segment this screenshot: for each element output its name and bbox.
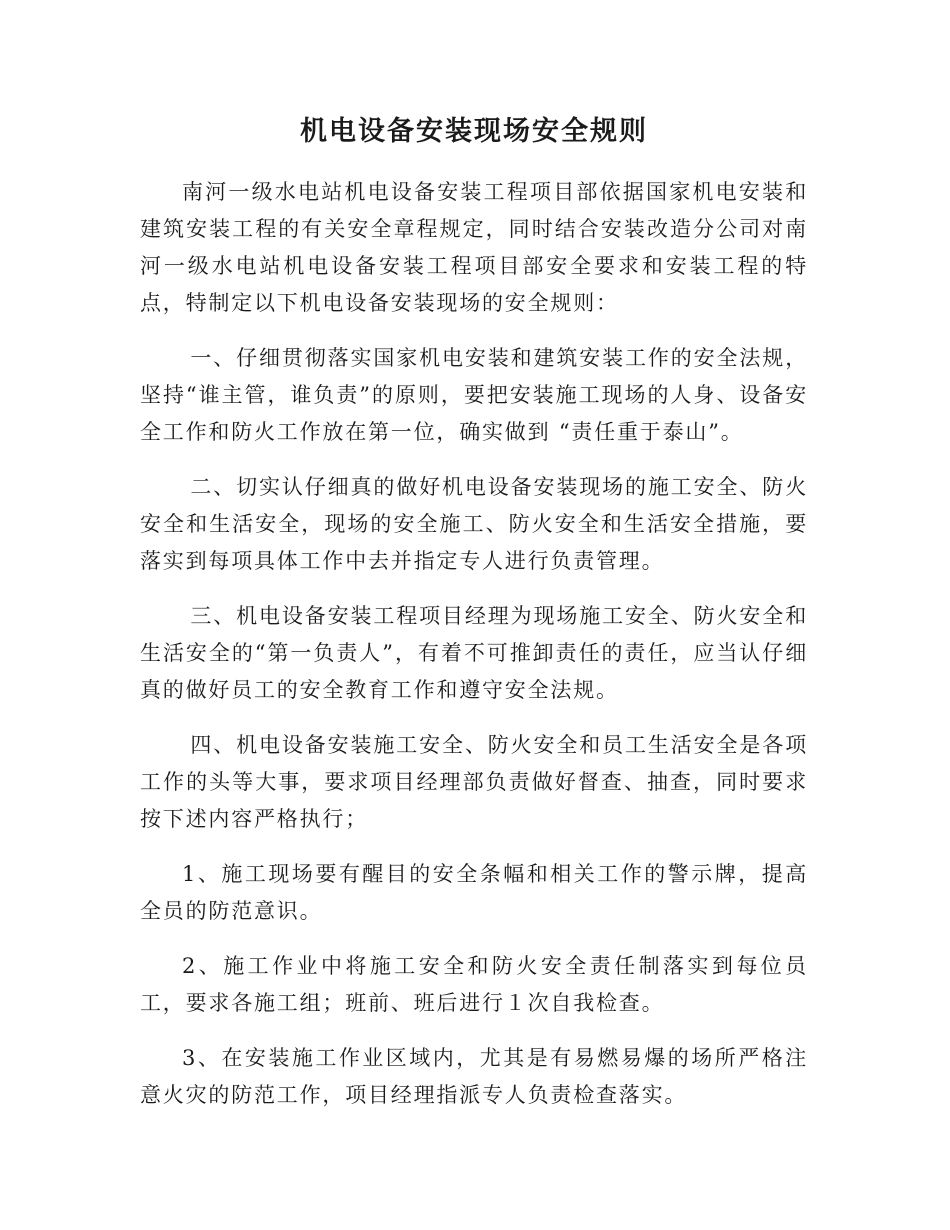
section-4-paragraph: 四、机电设备安装施工安全、防火安全和员工生活安全是各项工作的头等大事，要求项目经理部负责做好督查、抽查，同时要求按下述内容严格执行； [140, 733, 808, 831]
list-item-3: 3、在安装施工作业区域内，尤其是有易燃易爆的场所严格注意火灾的防范工作，项目经理指派专人负责检查落实。 [140, 1046, 808, 1107]
section-2-paragraph: 二、切实认仔细真的做好机电设备安装现场的施工安全、防火安全和生活安全，现场的安全施工、防火安全和生活安全措施，要落实到每项具体工作中去并指定专人进行负责管理。 [140, 475, 808, 573]
section-1-paragraph: 一、仔细贯彻落实国家机电安装和建筑安装工作的安全法规，坚持“谁主管，谁负责”的原则，要把安装施工现场的人身、设备安全工作和防火工作放在第一位，确实做到 “责任重于泰山”。 [140, 346, 808, 444]
document-title: 机电设备安装现场安全规则 [300, 116, 648, 147]
document-page [140, 108, 808, 1132]
section-3-paragraph: 三、机电设备安装工程项目经理为现场施工安全、防火安全和生活安全的“第一负责人”，有着不可推卸责任的责任，应当认仔细真的做好员工的安全教育工作和遵守安全法规。 [140, 604, 808, 702]
list-item-1: 1、施工现场要有醒目的安全条幅和相关工作的警示牌，提高全员的防范意识。 [140, 862, 808, 923]
list-item-2: 2、施工作业中将施工安全和防火安全责任制落实到每位员工，要求各施工组；班前、班后进行１次自我检查。 [140, 954, 808, 1015]
intro-paragraph: 南河一级水电站机电设备安装工程项目部依据国家机电安装和建筑安装工程的有关安全章程规定，同时结合安装改造分公司对南河一级水电站机电设备安装工程项目部安全要求和安装工程的特点，特制定以下机电设备安装现场的安全规则： [140, 180, 808, 315]
